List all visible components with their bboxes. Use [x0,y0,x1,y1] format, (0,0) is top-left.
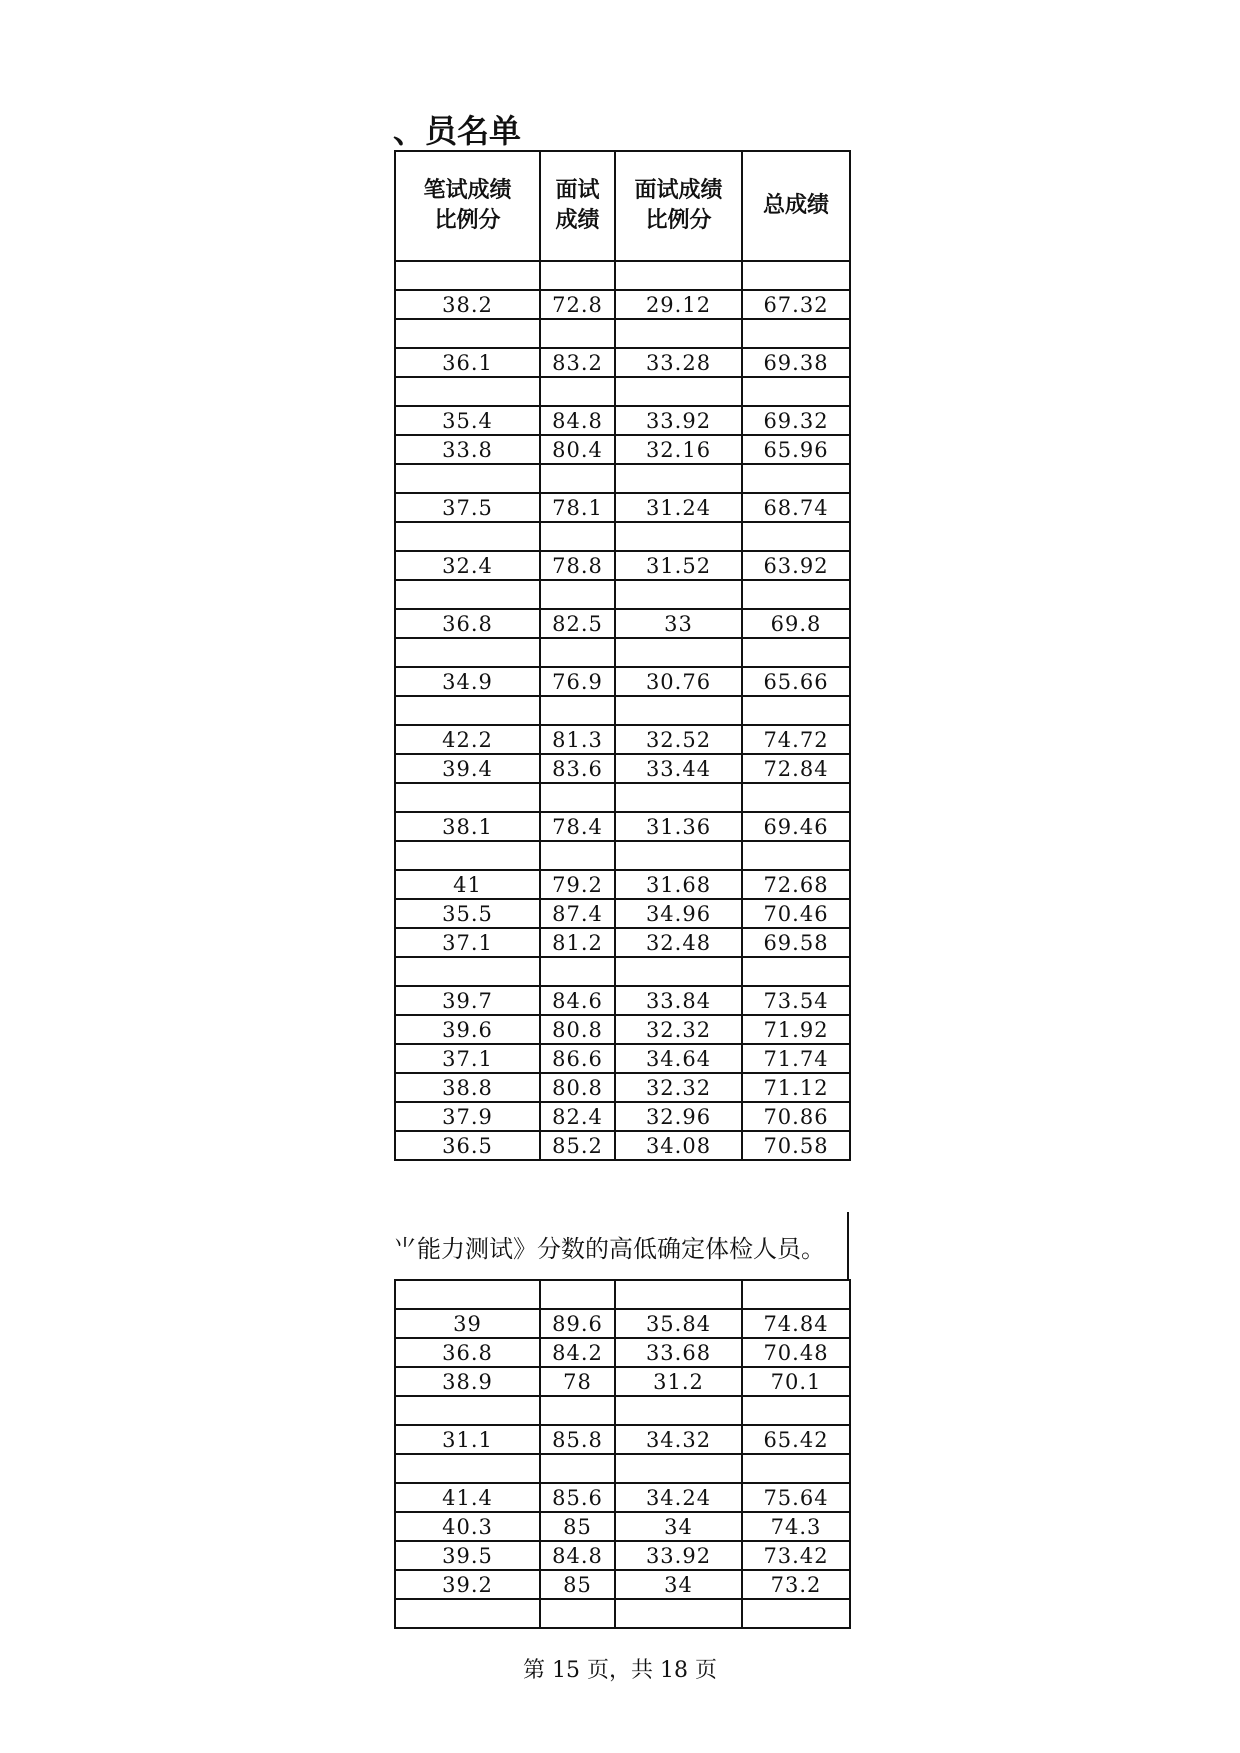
cell-interview-score-ratio [615,1396,742,1425]
cell-interview-score-ratio: 31.68 [615,870,742,899]
cell-total-score: 73.54 [742,986,850,1015]
cell-interview-score: 89.6 [540,1309,615,1338]
table-row [395,1483,850,1512]
table-row [395,464,850,493]
cell-total-score [742,841,850,870]
table-row [395,1425,850,1454]
cell-total-score: 69.32 [742,406,850,435]
table-row [395,1280,850,1309]
cell-written-score-ratio [395,696,540,725]
header-interview-score: 面试 成绩 [540,151,615,261]
cell-interview-score [540,638,615,667]
cell-interview-score-ratio: 32.96 [615,1102,742,1131]
cell-interview-score: 86.6 [540,1044,615,1073]
table-row [395,290,850,319]
cell-interview-score: 84.8 [540,406,615,435]
cell-total-score: 65.96 [742,435,850,464]
cell-written-score-ratio [395,522,540,551]
cell-written-score-ratio: 37.1 [395,928,540,957]
cell-written-score-ratio: 38.8 [395,1073,540,1102]
table-header-row [395,151,850,261]
table-row [395,377,850,406]
cell-interview-score-ratio: 31.36 [615,812,742,841]
cell-interview-score-ratio: 34.64 [615,1044,742,1073]
cell-interview-score-ratio: 33 [615,609,742,638]
cell-interview-score [540,696,615,725]
cell-interview-score [540,319,615,348]
table-row [395,580,850,609]
table-row [395,1367,850,1396]
cell-interview-score [540,1280,615,1309]
cell-interview-score-ratio: 32.32 [615,1015,742,1044]
cell-written-score-ratio: 41 [395,870,540,899]
cell-interview-score [540,522,615,551]
cell-written-score-ratio: 39.7 [395,986,540,1015]
cell-interview-score-ratio: 33.44 [615,754,742,783]
table-row [395,609,850,638]
cell-interview-score: 78.4 [540,812,615,841]
cell-interview-score-ratio: 33.84 [615,986,742,1015]
cell-total-score [742,696,850,725]
cell-written-score-ratio: 34.9 [395,667,540,696]
cell-total-score [742,783,850,812]
cell-interview-score: 82.4 [540,1102,615,1131]
table-row [395,957,850,986]
cell-total-score [742,1599,850,1628]
table-row [395,406,850,435]
cell-written-score-ratio: 39.5 [395,1541,540,1570]
cell-written-score-ratio [395,580,540,609]
cell-written-score-ratio [395,638,540,667]
cell-total-score: 74.72 [742,725,850,754]
cell-written-score-ratio: 36.5 [395,1131,540,1160]
table-row [395,1599,850,1628]
cell-written-score-ratio: 38.9 [395,1367,540,1396]
cell-written-score-ratio: 31.1 [395,1425,540,1454]
table-row [395,1338,850,1367]
cell-written-score-ratio: 39.4 [395,754,540,783]
cell-interview-score-ratio [615,1599,742,1628]
score-table-bottom [394,1279,851,1629]
table-row [395,1073,850,1102]
cell-interview-score [540,841,615,870]
cell-interview-score: 83.2 [540,348,615,377]
cell-interview-score-ratio [615,957,742,986]
cell-interview-score: 78 [540,1367,615,1396]
cell-interview-score: 85.6 [540,1483,615,1512]
cell-total-score: 73.42 [742,1541,850,1570]
cell-interview-score-ratio [615,1280,742,1309]
cell-interview-score-ratio: 34.24 [615,1483,742,1512]
table-row [395,261,850,290]
cell-total-score: 70.46 [742,899,850,928]
cell-total-score [742,1280,850,1309]
table-row [395,696,850,725]
header-interview-score-ratio: 面试成绩 比例分 [615,151,742,261]
cell-total-score: 70.1 [742,1367,850,1396]
cell-written-score-ratio [395,1599,540,1628]
cell-written-score-ratio [395,319,540,348]
cell-interview-score: 80.8 [540,1015,615,1044]
cell-total-score: 65.66 [742,667,850,696]
cell-interview-score-ratio: 34.08 [615,1131,742,1160]
cell-total-score [742,261,850,290]
table-row [395,638,850,667]
header-total-score: 总成绩 [742,151,850,261]
cell-interview-score [540,1454,615,1483]
cell-interview-score: 84.6 [540,986,615,1015]
cell-total-score: 68.74 [742,493,850,522]
cell-total-score: 69.58 [742,928,850,957]
cell-written-score-ratio: 40.3 [395,1512,540,1541]
page-title: 、员名单 [393,112,522,150]
cell-total-score: 70.58 [742,1131,850,1160]
frame-border [847,1212,849,1280]
cell-total-score: 71.74 [742,1044,850,1073]
table-row [395,1015,850,1044]
table-row [395,754,850,783]
cell-interview-score-ratio [615,783,742,812]
cell-interview-score-ratio: 32.52 [615,725,742,754]
cell-interview-score-ratio: 29.12 [615,290,742,319]
cell-written-score-ratio [395,1454,540,1483]
cell-interview-score: 80.8 [540,1073,615,1102]
cell-written-score-ratio: 32.4 [395,551,540,580]
cell-written-score-ratio: 39 [395,1309,540,1338]
cell-interview-score-ratio: 32.16 [615,435,742,464]
table-row [395,1396,850,1425]
cell-interview-score-ratio [615,261,742,290]
cell-interview-score: 78.8 [540,551,615,580]
cell-interview-score: 85 [540,1512,615,1541]
cell-interview-score-ratio [615,841,742,870]
cell-written-score-ratio [395,783,540,812]
table-row [395,1102,850,1131]
cell-interview-score-ratio: 34 [615,1570,742,1599]
cell-interview-score-ratio: 33.92 [615,1541,742,1570]
cell-written-score-ratio: 38.2 [395,290,540,319]
table-row [395,551,850,580]
cell-total-score: 72.68 [742,870,850,899]
cell-interview-score-ratio: 30.76 [615,667,742,696]
cell-interview-score: 83.6 [540,754,615,783]
cell-interview-score [540,464,615,493]
cell-interview-score-ratio: 33.68 [615,1338,742,1367]
note-text: ⺌能力测试》分数的高低确定体检人员。 [393,1235,825,1263]
cell-written-score-ratio: 36.1 [395,348,540,377]
cell-interview-score [540,1599,615,1628]
cell-total-score: 70.48 [742,1338,850,1367]
cell-written-score-ratio: 37.9 [395,1102,540,1131]
cell-interview-score [540,261,615,290]
table-row [395,870,850,899]
cell-interview-score-ratio [615,1454,742,1483]
table-row [395,1044,850,1073]
cell-written-score-ratio: 37.1 [395,1044,540,1073]
table-row [395,348,850,377]
cell-interview-score-ratio: 34.32 [615,1425,742,1454]
cell-interview-score-ratio [615,580,742,609]
table-row [395,812,850,841]
cell-written-score-ratio: 38.1 [395,812,540,841]
cell-interview-score [540,1396,615,1425]
cell-interview-score-ratio [615,464,742,493]
cell-interview-score: 87.4 [540,899,615,928]
table-row [395,783,850,812]
cell-total-score [742,522,850,551]
cell-interview-score [540,580,615,609]
table-row [395,1309,850,1338]
cell-interview-score: 72.8 [540,290,615,319]
table-row [395,841,850,870]
cell-interview-score-ratio: 31.52 [615,551,742,580]
cell-interview-score: 85 [540,1570,615,1599]
table-row [395,1570,850,1599]
cell-written-score-ratio: 37.5 [395,493,540,522]
cell-written-score-ratio: 39.2 [395,1570,540,1599]
cell-total-score: 73.2 [742,1570,850,1599]
table-row [395,1541,850,1570]
cell-interview-score-ratio: 33.92 [615,406,742,435]
cell-interview-score: 76.9 [540,667,615,696]
cell-interview-score-ratio [615,319,742,348]
cell-interview-score-ratio [615,377,742,406]
cell-total-score [742,464,850,493]
cell-interview-score [540,377,615,406]
cell-written-score-ratio [395,1396,540,1425]
cell-interview-score-ratio: 34.96 [615,899,742,928]
cell-written-score-ratio: 41.4 [395,1483,540,1512]
cell-interview-score: 85.2 [540,1131,615,1160]
cell-interview-score-ratio: 31.2 [615,1367,742,1396]
cell-total-score [742,377,850,406]
cell-total-score: 71.12 [742,1073,850,1102]
cell-total-score: 69.8 [742,609,850,638]
cell-interview-score: 78.1 [540,493,615,522]
cell-total-score: 67.32 [742,290,850,319]
cell-interview-score: 82.5 [540,609,615,638]
cell-total-score: 72.84 [742,754,850,783]
cell-written-score-ratio: 36.8 [395,609,540,638]
cell-interview-score-ratio [615,522,742,551]
cell-total-score [742,1396,850,1425]
page-footer: 第 15 页，共 18 页 [523,1658,717,1683]
cell-written-score-ratio [395,464,540,493]
cell-written-score-ratio [395,841,540,870]
cell-written-score-ratio: 42.2 [395,725,540,754]
table-row [395,435,850,464]
cell-interview-score: 81.2 [540,928,615,957]
cell-total-score: 74.3 [742,1512,850,1541]
cell-total-score [742,638,850,667]
table-row [395,899,850,928]
cell-total-score [742,1454,850,1483]
cell-written-score-ratio: 33.8 [395,435,540,464]
cell-total-score: 69.46 [742,812,850,841]
cell-total-score: 65.42 [742,1425,850,1454]
cell-interview-score: 85.8 [540,1425,615,1454]
cell-total-score: 74.84 [742,1309,850,1338]
table-row [395,725,850,754]
cell-written-score-ratio: 35.5 [395,899,540,928]
cell-written-score-ratio [395,377,540,406]
cell-interview-score-ratio: 32.32 [615,1073,742,1102]
cell-interview-score: 79.2 [540,870,615,899]
cell-total-score [742,957,850,986]
cell-total-score: 63.92 [742,551,850,580]
cell-interview-score: 84.8 [540,1541,615,1570]
table-row [395,1131,850,1160]
cell-total-score: 71.92 [742,1015,850,1044]
cell-total-score: 75.64 [742,1483,850,1512]
header-written-score-ratio: 笔试成绩 比例分 [395,151,540,261]
table-row [395,1512,850,1541]
cell-interview-score: 84.2 [540,1338,615,1367]
table-row [395,493,850,522]
cell-total-score [742,580,850,609]
table-row [395,522,850,551]
table-row [395,319,850,348]
cell-written-score-ratio [395,957,540,986]
cell-written-score-ratio: 35.4 [395,406,540,435]
cell-interview-score-ratio: 34 [615,1512,742,1541]
cell-interview-score-ratio: 33.28 [615,348,742,377]
cell-written-score-ratio [395,261,540,290]
cell-interview-score-ratio: 31.24 [615,493,742,522]
cell-interview-score-ratio [615,696,742,725]
cell-written-score-ratio: 39.6 [395,1015,540,1044]
cell-interview-score: 81.3 [540,725,615,754]
table-row [395,986,850,1015]
cell-interview-score [540,783,615,812]
cell-total-score: 70.86 [742,1102,850,1131]
cell-written-score-ratio: 36.8 [395,1338,540,1367]
table-row [395,928,850,957]
table-row [395,667,850,696]
cell-interview-score: 80.4 [540,435,615,464]
score-table-top [394,150,851,1161]
cell-total-score: 69.38 [742,348,850,377]
cell-interview-score-ratio: 32.48 [615,928,742,957]
cell-total-score [742,319,850,348]
cell-interview-score [540,957,615,986]
cell-interview-score-ratio [615,638,742,667]
cell-written-score-ratio [395,1280,540,1309]
cell-interview-score-ratio: 35.84 [615,1309,742,1338]
table-row [395,1454,850,1483]
